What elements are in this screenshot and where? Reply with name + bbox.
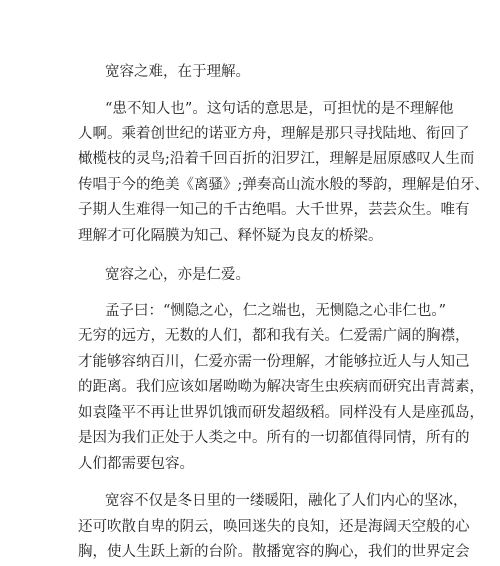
paragraph-4-line-1: 孟子曰：“恻隐之心，仁之端也，无恻隐之心非仁也。” [105,303,447,319]
paragraph-1-line-1: 宽容之难，在于理解。 [105,64,250,80]
paragraph-5-line-2: 还可吹散自卑的阴云，唤回迷失的良知，还是海阔天空般的心 [78,519,470,535]
paragraph-4-line-2: 无穷的远方，无数的人们，都和我有关。仁爱需广阔的胸襟， [78,328,470,344]
paragraph-3-line-1: 宽容之心，亦是仁爱。 [105,267,250,283]
paragraph-2-line-5: 子期人生难得一知己的千古绝唱。大千世界，芸芸众生。唯有 [78,202,470,218]
paragraph-5-line-3: 胸，使人生跃上新的台阶。散播宽容的胸心，我们的世界定会 [78,544,470,560]
paragraph-2-line-3: 橄榄枝的灵鸟;沿着千回百折的汨罗江，理解是屈原感叹人生而 [78,151,475,167]
paragraph-2-line-2: 人啊。乘着创世纪的诺亚方舟，理解是那只寻找陆地、衔回了 [78,126,470,142]
paragraph-4-line-4: 的距离。我们应该如屠呦呦为解决寄生虫疾病而研究出青蒿素， [78,379,484,395]
paragraph-2-line-1: “患不知人也”。这句话的意思是，可担忧的是不理解他 [105,101,454,117]
paragraph-4-line-7: 人们都需要包容。 [78,456,194,472]
paragraph-4-line-6: 是因为我们正处于人类之中。所有的一切都值得同情，所有的 [78,430,470,446]
paragraph-4-line-5: 如袁隆平不再让世界饥饿而研发超级稻。同样没有人是座孤岛， [78,405,484,421]
paragraph-2-line-4: 传唱于今的绝美《离骚》;弹奏高山流水般的琴韵，理解是伯牙、 [78,177,489,193]
paragraph-2-line-6: 理解才可化隔膜为知己、释怀疑为良友的桥梁。 [78,228,383,244]
paragraph-4-line-3: 才能够容纳百川，仁爱亦需一份理解，才能够拉近人与人知己 [78,354,470,370]
paragraph-5-line-1: 宽容不仅是冬日里的一缕暖阳，融化了人们内心的坚冰， [105,493,468,509]
